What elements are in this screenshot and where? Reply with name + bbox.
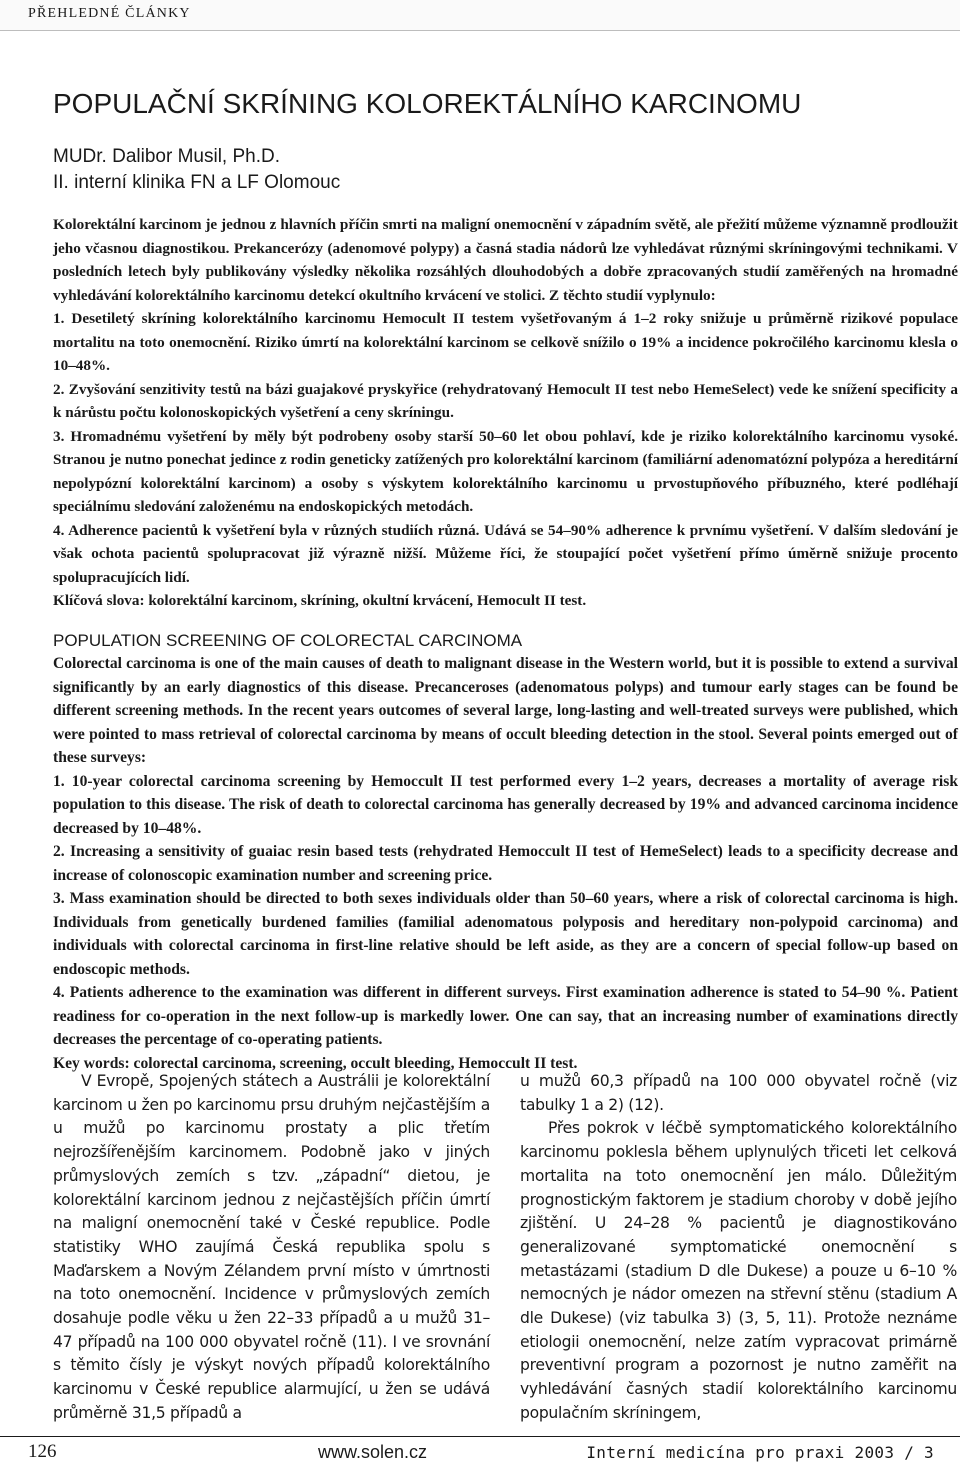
abstract-english-title: POPULATION SCREENING OF COLORECTAL CARCINOMA (53, 631, 523, 650)
abstract-en-point-1: 1. 10-year colorectal carcinoma screening by Hemoccult II test performed every 1–2 years, decreases a mortality of average risk population to this disease. The risk of death to colorectal carcinoma has generally decreased by 19% and advanced carcinoma incidence decreased by 10–48%. (53, 772, 958, 837)
abstract-cz-intro: Kolorektální karcinom je jednou z hlavních příčin smrti na maligní onemocnění v západním světě, ale přežití můžeme významně prodloužit jeho včasnou diagnostikou. Prekancerózy (adenomové polypy) a časná stadia nádorů lze vyhledávat různými skríningovými technikami. V posledních letech byly publikovány výsledky několika rozsáhlých dlouhodobých a dobře zpracovaných studií zaměřených na hromadné vyhledávání kolorektálního karcinomu detekcí okultního krvácení ve stolici. Z těchto studií vyplynulo: (53, 216, 958, 304)
abstract-en-point-3: 3. Mass examination should be directed to both sexes individuals older than 50–60 years, where a risk of colorectal carcinoma is high. Individuals from genetically burdened families (familial adenomatous polyposis and hereditary non-polypoid carcinoma) and individuals with colorectal carcinoma in first-line relative should be left aside, as they are a concern of special follow-up based on endoscopic methods. (53, 890, 958, 978)
section-header (0, 0, 960, 31)
abstract-en-intro: Colorectal carcinoma is one of the main causes of death to malignant disease in the Western world, but it is possible to extend a survival significantly by an early diagnostics of this disease. Precanceroses (adenomatous polyps) and tumour early stages can be found be different screening methods. In the recent years outcomes of several large, long-lasting and well-treated surveys were published, which were pointed to mass retrieval of colorectal carcinoma by means of occult bleeding detection in the stool. Several points emerged out of these surveys: (53, 655, 958, 766)
abstract-cz-point-4: 4. Adherence pacientů k vyšetření byla v různých studiích různá. Udává se 54–90% adherence k prvnímu vyšetření. V dalším sledování je však ochota pacientů spolupracovat již výrazně nižší. Můžeme říci, že stoupající počet vyšetření přímo úměrně snižuje procento spolupracujících lidí. (53, 521, 958, 586)
article-affiliation: II. interní klinika FN a LF Olomouc (53, 172, 341, 193)
journal-citation: Interní medicína pro praxi 2003 / 3 (586, 1443, 934, 1462)
abstract-en-point-2: 2. Increasing a sensitivity of guaiac resin based tests (rehydrated Hemoccult II test of HemeSelect) leads to a specificity decrease and increase of colonoscopic examination number and screening price. (53, 843, 958, 884)
abstract-cz-keywords: Klíčová slova: kolorektální karcinom, skríning, okultní krvácení, Hemocult II test. (53, 592, 587, 609)
abstract-cz-point-2: 2. Zvyšování senzitivity testů na bázi guajakové pryskyřice (rehydratovaný Hemocult II test nebo HemeSelect) vede ke snížení specificity a k nárůstu počtu kolonoskopických vyšetření a ceny skríningu. (53, 380, 958, 421)
abstract-en-point-4: 4. Patients adherence to the examination was different in different surveys. First examination adherence is stated to 54–90 %. Patient readiness for co-operation in the next follow-up is markedly lower. One can say, that an increasing number of examinations directly decreases the percentage of co-operating patients. (53, 984, 958, 1048)
article-title: POPULAČNÍ SKRÍNING KOLOREKTÁLNÍHO KARCINOMU (53, 88, 802, 119)
body-paragraph: V Evropě, Spojených státech a Austrálii je kolorektální karcinom u žen po karcinomu prsu druhým nejčastějším a u mužů po karcinomu prostaty a plic třetím nejrozšířenějším karcinomem. Podobně jako v jiných průmyslových zemích s tzv. „západní“ dietou, je kolorektální karcinom jednou z nejčastějších příčin úmrtí na maligní onemocnění také v České republice. Podle statistiky WHO zaujímá Česká republika spolu s Maďarskem a Novým Zélandem první místo v úmrtnosti na toto onemocnění. Incidence v průmyslových zemích dosahuje podle věku u žen 22–33 případů a u mužů 31–47 případů na 100 000 obyvatel ročně (11). I ve srovnání s těmito čísly je výskyt nových případů kolorektálního karcinomu v České republice alarmující, u žen se udává průměrně 31,5 případů a (53, 1072, 490, 1422)
abstract-cz-point-1: 1. Desetiletý skríning kolorektálního karcinomu Hemocult II testem vyšetřovaným á 1–2 roky snižuje u průměrně rizikové populace mortalitu na toto onemocnění. Riziko úmrtí na kolorektální karcinom se celkově snížilo o 19% a incidence pokročilého karcinomu klesla o 10–48%. (53, 310, 958, 374)
footer-divider (0, 1436, 960, 1437)
body-column-left (53, 1070, 490, 1426)
body-paragraph: u mužů 60,3 případů na 100 000 obyvatel ročně (viz tabulky 1 a 2) (12). (520, 1072, 957, 1114)
abstract-en-keywords: Key words: colorectal carcinoma, screening, occult bleeding, Hemoccult II test. (53, 1054, 578, 1072)
section-label: PŘEHLEDNÉ ČLÁNKY (28, 6, 191, 21)
article-author: MUDr. Dalibor Musil, Ph.D. (53, 146, 280, 167)
body-paragraph: Přes pokrok v léčbě symptomatického kolorektálního karcinomu poklesla během uplynulých třiceti let celková mortalita na toto onemocnění jen málo. Důležitým prognostickým faktorem je stadium choroby v době jejího zjištění. U 24–28 % pacientů je diagnostikováno generalizované symptomatické onemocnění s metastázami (stadium D dle Dukese) a pouze u 6–10 % nemocných je nádor omezen na střevní stěnu (stadium A dle Dukese) (viz tabulka 3) (3, 5, 11). Protože neznáme etiologii onemocnění, nelze zatím vypracovat primárně preventivní program a pozornost je nutno zaměřit na vyhledávání časných stadií kolorektálního karcinomu populačním skríningem, (520, 1119, 957, 1422)
abstract-cz-point-3: 3. Hromadnému vyšetření by měly být podrobeny osoby starší 50–60 let obou pohlaví, kde je riziko kolorektálního karcinomu vysoké. Stranou je nutno ponechat jedince z rodin geneticky zatížených pro kolorektální karcinom (familiární adenomatózní polypóza a hereditární nepolypózní kolorektální karcinom) a osoby s výskytem kolorektálního karcinomu u prvostupňového příbuzného, které podléhají speciálnímu sledování založenému na endoskopických metodách. (53, 427, 958, 515)
website-link[interactable]: www.solen.cz (318, 1442, 428, 1462)
abstract-english (53, 652, 958, 1075)
abstract-czech (53, 213, 958, 613)
body-column-right (520, 1070, 957, 1426)
page-number: 126 (28, 1441, 57, 1462)
